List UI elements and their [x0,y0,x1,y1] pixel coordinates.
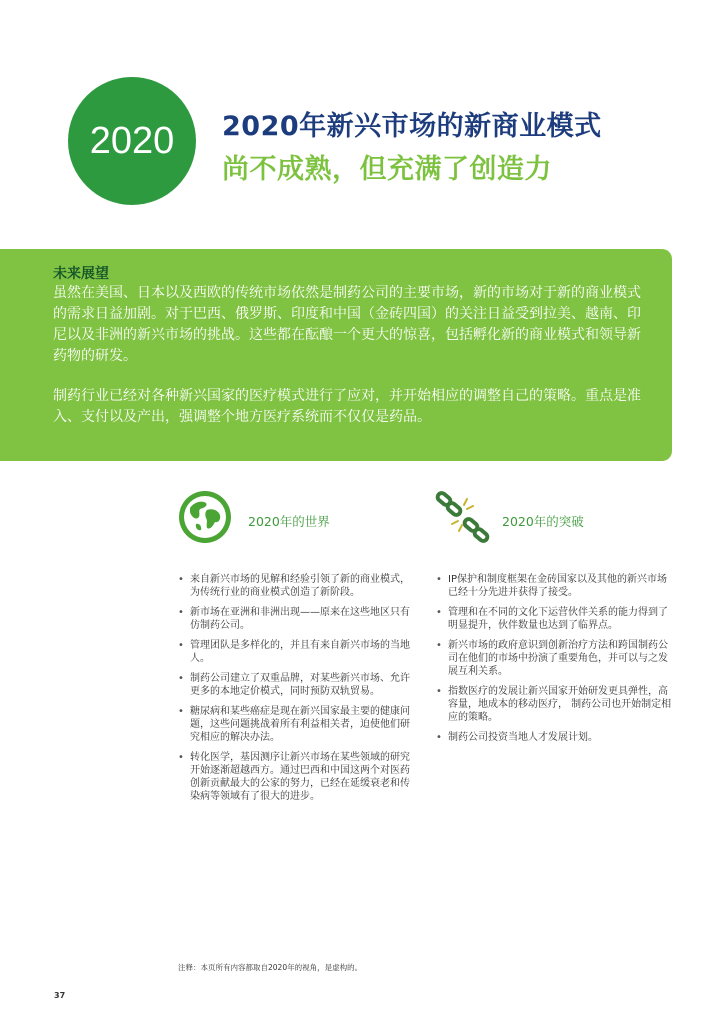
page-subtitle: 尚不成熟，但充满了创造力 [222,154,552,185]
list-item: • 转化医学，基因测序让新兴市场在某些领域的研究开始逐渐超越西方。通过巴西和中国这两个对医药创新贡献最大的公家的努力，已经在延缓衰老和传染病等领域有了很大的进步。 [178,751,418,803]
list-item: • 管理和在不同的文化下运营伙伴关系的能力得到了明显提升，伙伴数量也达到了临界点。 [436,606,676,632]
breakthrough-column-title: 2020年的突破 [502,514,584,529]
list-item: • IP保护和制度框架在金砖国家以及其他的新兴市场已经十分先进并获得了接受。 [436,573,676,599]
world-column-title: 2020年的世界 [248,514,330,529]
year-text: 2020 [89,119,175,162]
year-badge [68,77,196,205]
page-title: 2020年新兴市场的新商业模式 [222,111,602,142]
list-item: • 制药公司建立了双重品牌，对某些新兴市场、允许更多的本地定价模式，同时预防双轨贸易。 [178,672,418,698]
world-list [178,573,418,810]
list-item: • 指数医疗的发展让新兴国家开始研发更具弹性，高容量，地成本的移动医疗， 制药公司也开始制定相应的策略。 [436,685,676,724]
broken-chain-icon [434,491,490,543]
footnote: 注释：本页所有内容都取自2020年的视角，是虚构的。 [178,963,363,972]
list-item: • 新市场在亚洲和非洲出现——原来在这些地区只有仿制药公司。 [178,606,418,632]
outlook-paragraph-1: 虽然在美国、日本以及西欧的传统市场依然是制药公司的主要市场，新的市场对于新的商业模式的需求日益加剧。对于巴西、俄罗斯、印度和中国（金砖四国）的关注日益受到拉美、越南、印尼以及非洲的新兴市场的挑战。这些都在酝酿一个更大的惊喜，包括孵化新的商业模式和领导新药物的研发。 [53,285,641,364]
outlook-paragraph-2: 制药行业已经对各种新兴国家的医疗模式进行了应对，并开始相应的调整自己的策略。重点是准入、支付以及产出，强调整个地方医疗系统而不仅仅是药品。 [53,388,641,425]
globe-icon [178,490,232,544]
outlook-heading: 未来展望 [53,266,109,282]
list-item: • 管理团队是多样化的，并且有来自新兴市场的当地人。 [178,639,418,665]
list-item: • 糖尿病和某些癌症是现在新兴国家最主要的健康问题，这些问题挑战着所有利益相关者，迫使他们研究相应的解决办法。 [178,705,418,744]
list-item: • 来自新兴市场的见解和经验引领了新的商业模式，为传统行业的商业模式创造了新阶段。 [178,573,418,599]
breakthrough-list [436,573,676,751]
list-item: • 制药公司投资当地人才发展计划。 [436,731,676,744]
list-item: • 新兴市场的政府意识到创新治疗方法和跨国制药公司在他们的市场中扮演了重要角色，并可以与之发展互利关系。 [436,639,676,678]
page-number: 37 [54,991,66,1000]
